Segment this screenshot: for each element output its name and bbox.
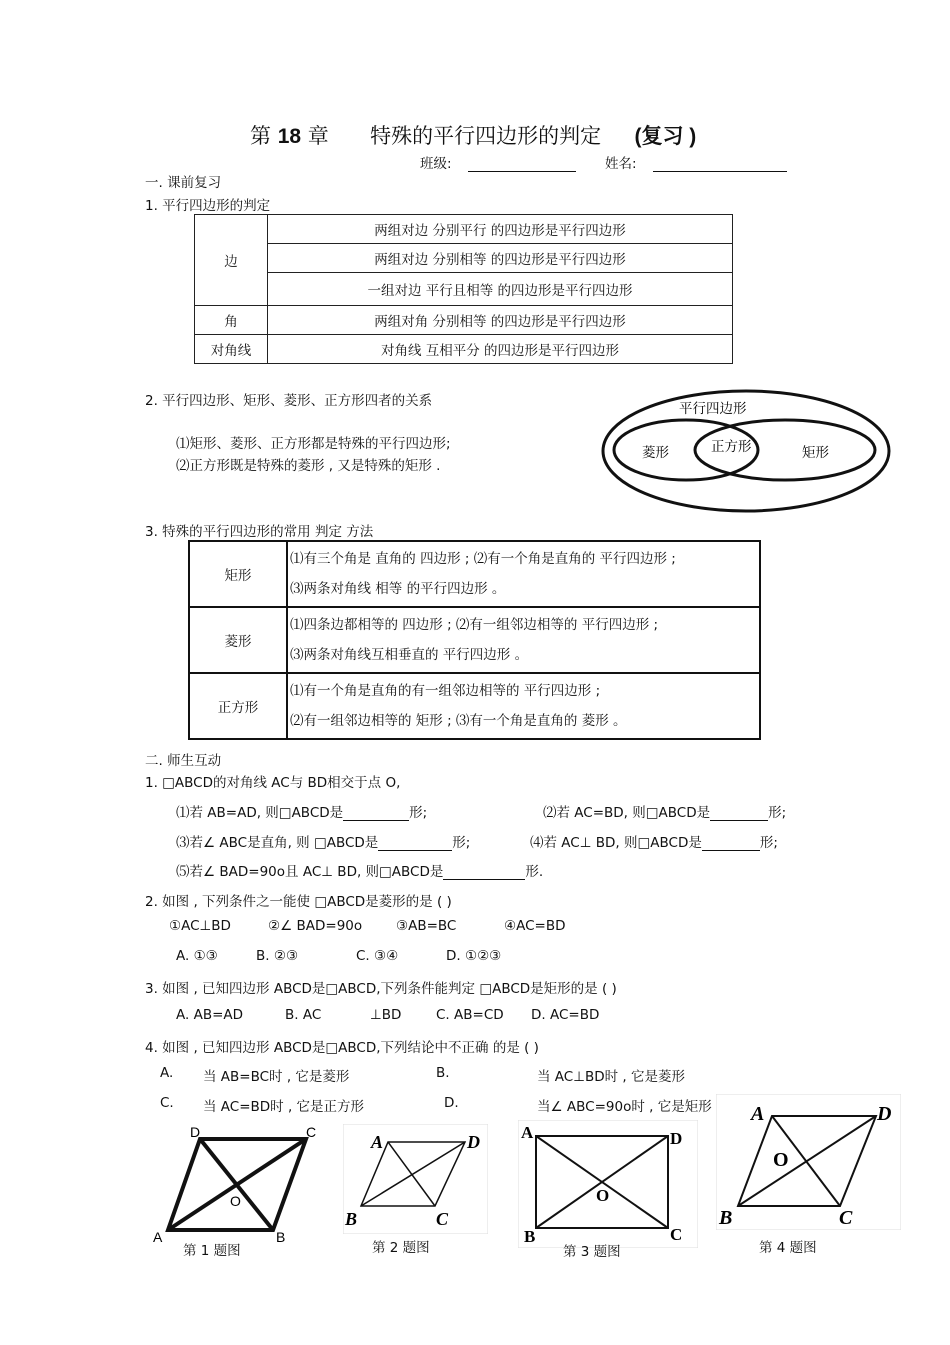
- q1a-text: ⑴若 AB=AD, 则□ABCD是: [176, 805, 344, 821]
- q1c-end: 形;: [452, 835, 471, 851]
- name-field: [605, 152, 787, 172]
- s2-q2-cond-4: ④AC=BD: [504, 918, 566, 934]
- s2-q1-b: [543, 801, 786, 821]
- group-cell: 边: [195, 215, 268, 306]
- q1d-text: ⑷若 AC⊥ BD, 则□ABCD是: [530, 835, 702, 851]
- fig3-label-d: D: [670, 1129, 683, 1148]
- q1a-blank[interactable]: [343, 806, 409, 821]
- s2-q1-c: [176, 831, 470, 851]
- fig4-label-d: D: [877, 1103, 892, 1125]
- fig1-label-d: D: [190, 1124, 201, 1140]
- fig2-label-d: D: [467, 1132, 480, 1152]
- s2-q4-d-text: 当∠ ABC=90o时 , 它是矩形: [537, 1099, 712, 1115]
- criteria-cell: 对角线 互相平分 的四边形是平行四边形: [268, 335, 733, 364]
- q2-heading: 2. 平行四边形、矩形、菱形、正方形四者的关系: [145, 393, 433, 409]
- venn-right-label: 矩形: [802, 445, 829, 461]
- name-blank[interactable]: [653, 157, 787, 172]
- figure-1-caption: 第 1 题图: [183, 1243, 241, 1259]
- fig3-label-o: O: [596, 1186, 610, 1205]
- s2-q2-option-a[interactable]: A. ①③: [176, 948, 218, 964]
- section2-heading: 二. 师生互动: [145, 753, 222, 769]
- name-label: 姓名:: [605, 156, 637, 172]
- fig2-label-b: B: [345, 1209, 358, 1229]
- fig2-label-c: C: [436, 1209, 449, 1229]
- fig2-label-a: A: [371, 1132, 384, 1152]
- q1b-end: 形;: [768, 805, 787, 821]
- s2-q2-option-b[interactable]: B. ②③: [256, 948, 299, 964]
- class-label: 班级:: [420, 156, 452, 172]
- q1e-end: 形.: [525, 864, 544, 880]
- figure-4: [716, 1094, 901, 1230]
- method-line: ⑶两条对角线 相等 的平行四边形 。: [290, 581, 506, 597]
- venn-center-label: 正方形: [711, 439, 752, 455]
- s2-q3-option-c[interactable]: C. AB=CD: [436, 1007, 504, 1023]
- criteria-cell: 两组对边 分别相等 的四边形是平行四边形: [268, 244, 733, 273]
- fig1-label-o: O: [230, 1193, 241, 1209]
- figure-3: [518, 1120, 698, 1248]
- fig3-label-b: B: [524, 1227, 536, 1246]
- q3-heading: 3. 特殊的平行四边形的常用 判定 方法: [145, 524, 374, 540]
- title-tag: (复习 ): [634, 125, 697, 148]
- group-cell: 角: [195, 306, 268, 335]
- q1-heading: 1. 平行四边形的判定: [145, 198, 271, 214]
- class-field: [420, 152, 576, 172]
- figure-3-caption: 第 3 题图: [563, 1244, 621, 1260]
- s2-q4-a-letter[interactable]: A.: [160, 1065, 174, 1081]
- s2-q3-option-d[interactable]: D. AC=BD: [531, 1007, 600, 1023]
- title-text: 特殊的平行四边形的判定: [370, 124, 602, 148]
- s2-q4-d-letter[interactable]: D.: [444, 1095, 459, 1111]
- venn-outer-label: 平行四边形: [679, 401, 747, 417]
- q1e-text: ⑸若∠ BAD=90o且 AC⊥ BD, 则□ABCD是: [176, 864, 444, 880]
- q1d-blank[interactable]: [702, 836, 760, 851]
- s2-q3-option-a[interactable]: A. AB=AD: [176, 1007, 244, 1023]
- q1c-text: ⑶若∠ ABC是直角, 则 □ABCD是: [176, 835, 379, 851]
- special-parallelogram-table: [188, 540, 761, 740]
- method-cell: [287, 673, 760, 739]
- venn-diagram: [600, 388, 900, 518]
- s2-q2-option-c[interactable]: C. ③④: [356, 948, 399, 964]
- method-line: ⑴有三个角是 直角的 四边形 ; ⑵有一个角是直角的 平行四边形 ;: [290, 551, 676, 567]
- figure-4-caption: 第 4 题图: [759, 1240, 817, 1256]
- q1a-end: 形;: [409, 805, 428, 821]
- s2-q2-cond-2: ②∠ BAD=90o: [268, 918, 363, 934]
- s2-q4-c-letter[interactable]: C.: [160, 1095, 174, 1111]
- fig3-label-a: A: [521, 1123, 534, 1142]
- chapter-number: 18: [277, 125, 302, 148]
- s2-q1-stem: 1. □ABCD的对角线 AC与 BD相交于点 O,: [145, 775, 401, 791]
- page-title: [250, 120, 696, 150]
- s2-q3-option-b[interactable]: B. AC: [285, 1007, 322, 1023]
- s2-q2-cond-1: ①AC⊥BD: [169, 918, 231, 934]
- q1b-blank[interactable]: [710, 806, 768, 821]
- s2-q3-option-b-tail: ⊥BD: [370, 1007, 402, 1023]
- s2-q4-c-text: 当 AC=BD时 , 它是正方形: [203, 1099, 365, 1115]
- fig1-label-c: C: [306, 1124, 317, 1140]
- fig1-label-a: A: [153, 1229, 163, 1245]
- method-line: ⑵有一组邻边相等的 矩形 ; ⑶有一个角是直角的 菱形 。: [290, 713, 627, 729]
- chapter-suffix: 章: [307, 124, 329, 148]
- parallelogram-criteria-table: [194, 214, 733, 364]
- figure-2-caption: 第 2 题图: [372, 1240, 430, 1256]
- method-line: ⑶两条对角线互相垂直的 平行四边形 。: [290, 647, 529, 663]
- fig4-label-c: C: [839, 1207, 853, 1229]
- fig4-label-a: A: [751, 1103, 765, 1125]
- s2-q4-b-text: 当 AC⊥BD时 , 它是菱形: [537, 1069, 686, 1085]
- q1b-text: ⑵若 AC=BD, 则□ABCD是: [543, 805, 711, 821]
- section1-heading: 一. 课前复习: [145, 175, 222, 191]
- method-line: ⑴有一个角是直角的有一组邻边相等的 平行四边形 ;: [290, 683, 601, 699]
- s2-q4-b-letter[interactable]: B.: [436, 1065, 450, 1081]
- venn-left-label: 菱形: [642, 445, 669, 461]
- q1d-end: 形;: [759, 835, 778, 851]
- group-cell: 矩形: [189, 541, 287, 607]
- fig1-label-b: B: [276, 1229, 286, 1245]
- fig4-label-o: O: [773, 1149, 789, 1171]
- q1e-blank[interactable]: [443, 865, 525, 880]
- criteria-cell: 两组对角 分别相等 的四边形是平行四边形: [268, 306, 733, 335]
- method-cell: [287, 541, 760, 607]
- s2-q2-stem: 2. 如图 , 下列条件之一能使 □ABCD是菱形的是 ( ): [145, 894, 452, 910]
- q1c-blank[interactable]: [378, 836, 452, 851]
- s2-q4-a-text: 当 AB=BC时 , 它是菱形: [203, 1069, 350, 1085]
- method-cell: [287, 607, 760, 673]
- s2-q2-option-d[interactable]: D. ①②③: [446, 948, 502, 964]
- q2-line-1: ⑴矩形、菱形、正方形都是特殊的平行四边形;: [176, 436, 451, 452]
- method-line: ⑴四条边都相等的 四边形 ; ⑵有一组邻边相等的 平行四边形 ;: [290, 617, 659, 633]
- group-cell: 菱形: [189, 607, 287, 673]
- figure-1: [148, 1120, 328, 1250]
- s2-q4-stem: 4. 如图 , 已知四边形 ABCD是□ABCD,下列结论中不正确 的是 ( ): [145, 1040, 539, 1056]
- criteria-cell: 两组对边 分别平行 的四边形是平行四边形: [268, 215, 733, 244]
- s2-q2-cond-3: ③AB=BC: [396, 918, 457, 934]
- s2-q3-stem: 3. 如图 , 已知四边形 ABCD是□ABCD,下列条件能判定 □ABCD是矩形的是 ( ): [145, 981, 617, 997]
- s2-q1-a: [176, 801, 427, 821]
- class-blank[interactable]: [468, 157, 576, 172]
- fig3-label-c: C: [670, 1225, 683, 1244]
- figure-2: [343, 1124, 488, 1234]
- fig4-label-b: B: [719, 1207, 733, 1229]
- chapter-prefix: 第: [250, 124, 271, 148]
- q2-line-2: ⑵正方形既是特殊的菱形 , 又是特殊的矩形 .: [176, 458, 441, 474]
- s2-q1-e: [176, 860, 543, 880]
- group-cell: 对角线: [195, 335, 268, 364]
- criteria-cell: 一组对边 平行且相等 的四边形是平行四边形: [268, 273, 733, 306]
- s2-q1-d: [530, 831, 778, 851]
- fig1-diagonal-bd: [200, 1139, 273, 1230]
- group-cell: 正方形: [189, 673, 287, 739]
- fig4-frame: [716, 1094, 901, 1230]
